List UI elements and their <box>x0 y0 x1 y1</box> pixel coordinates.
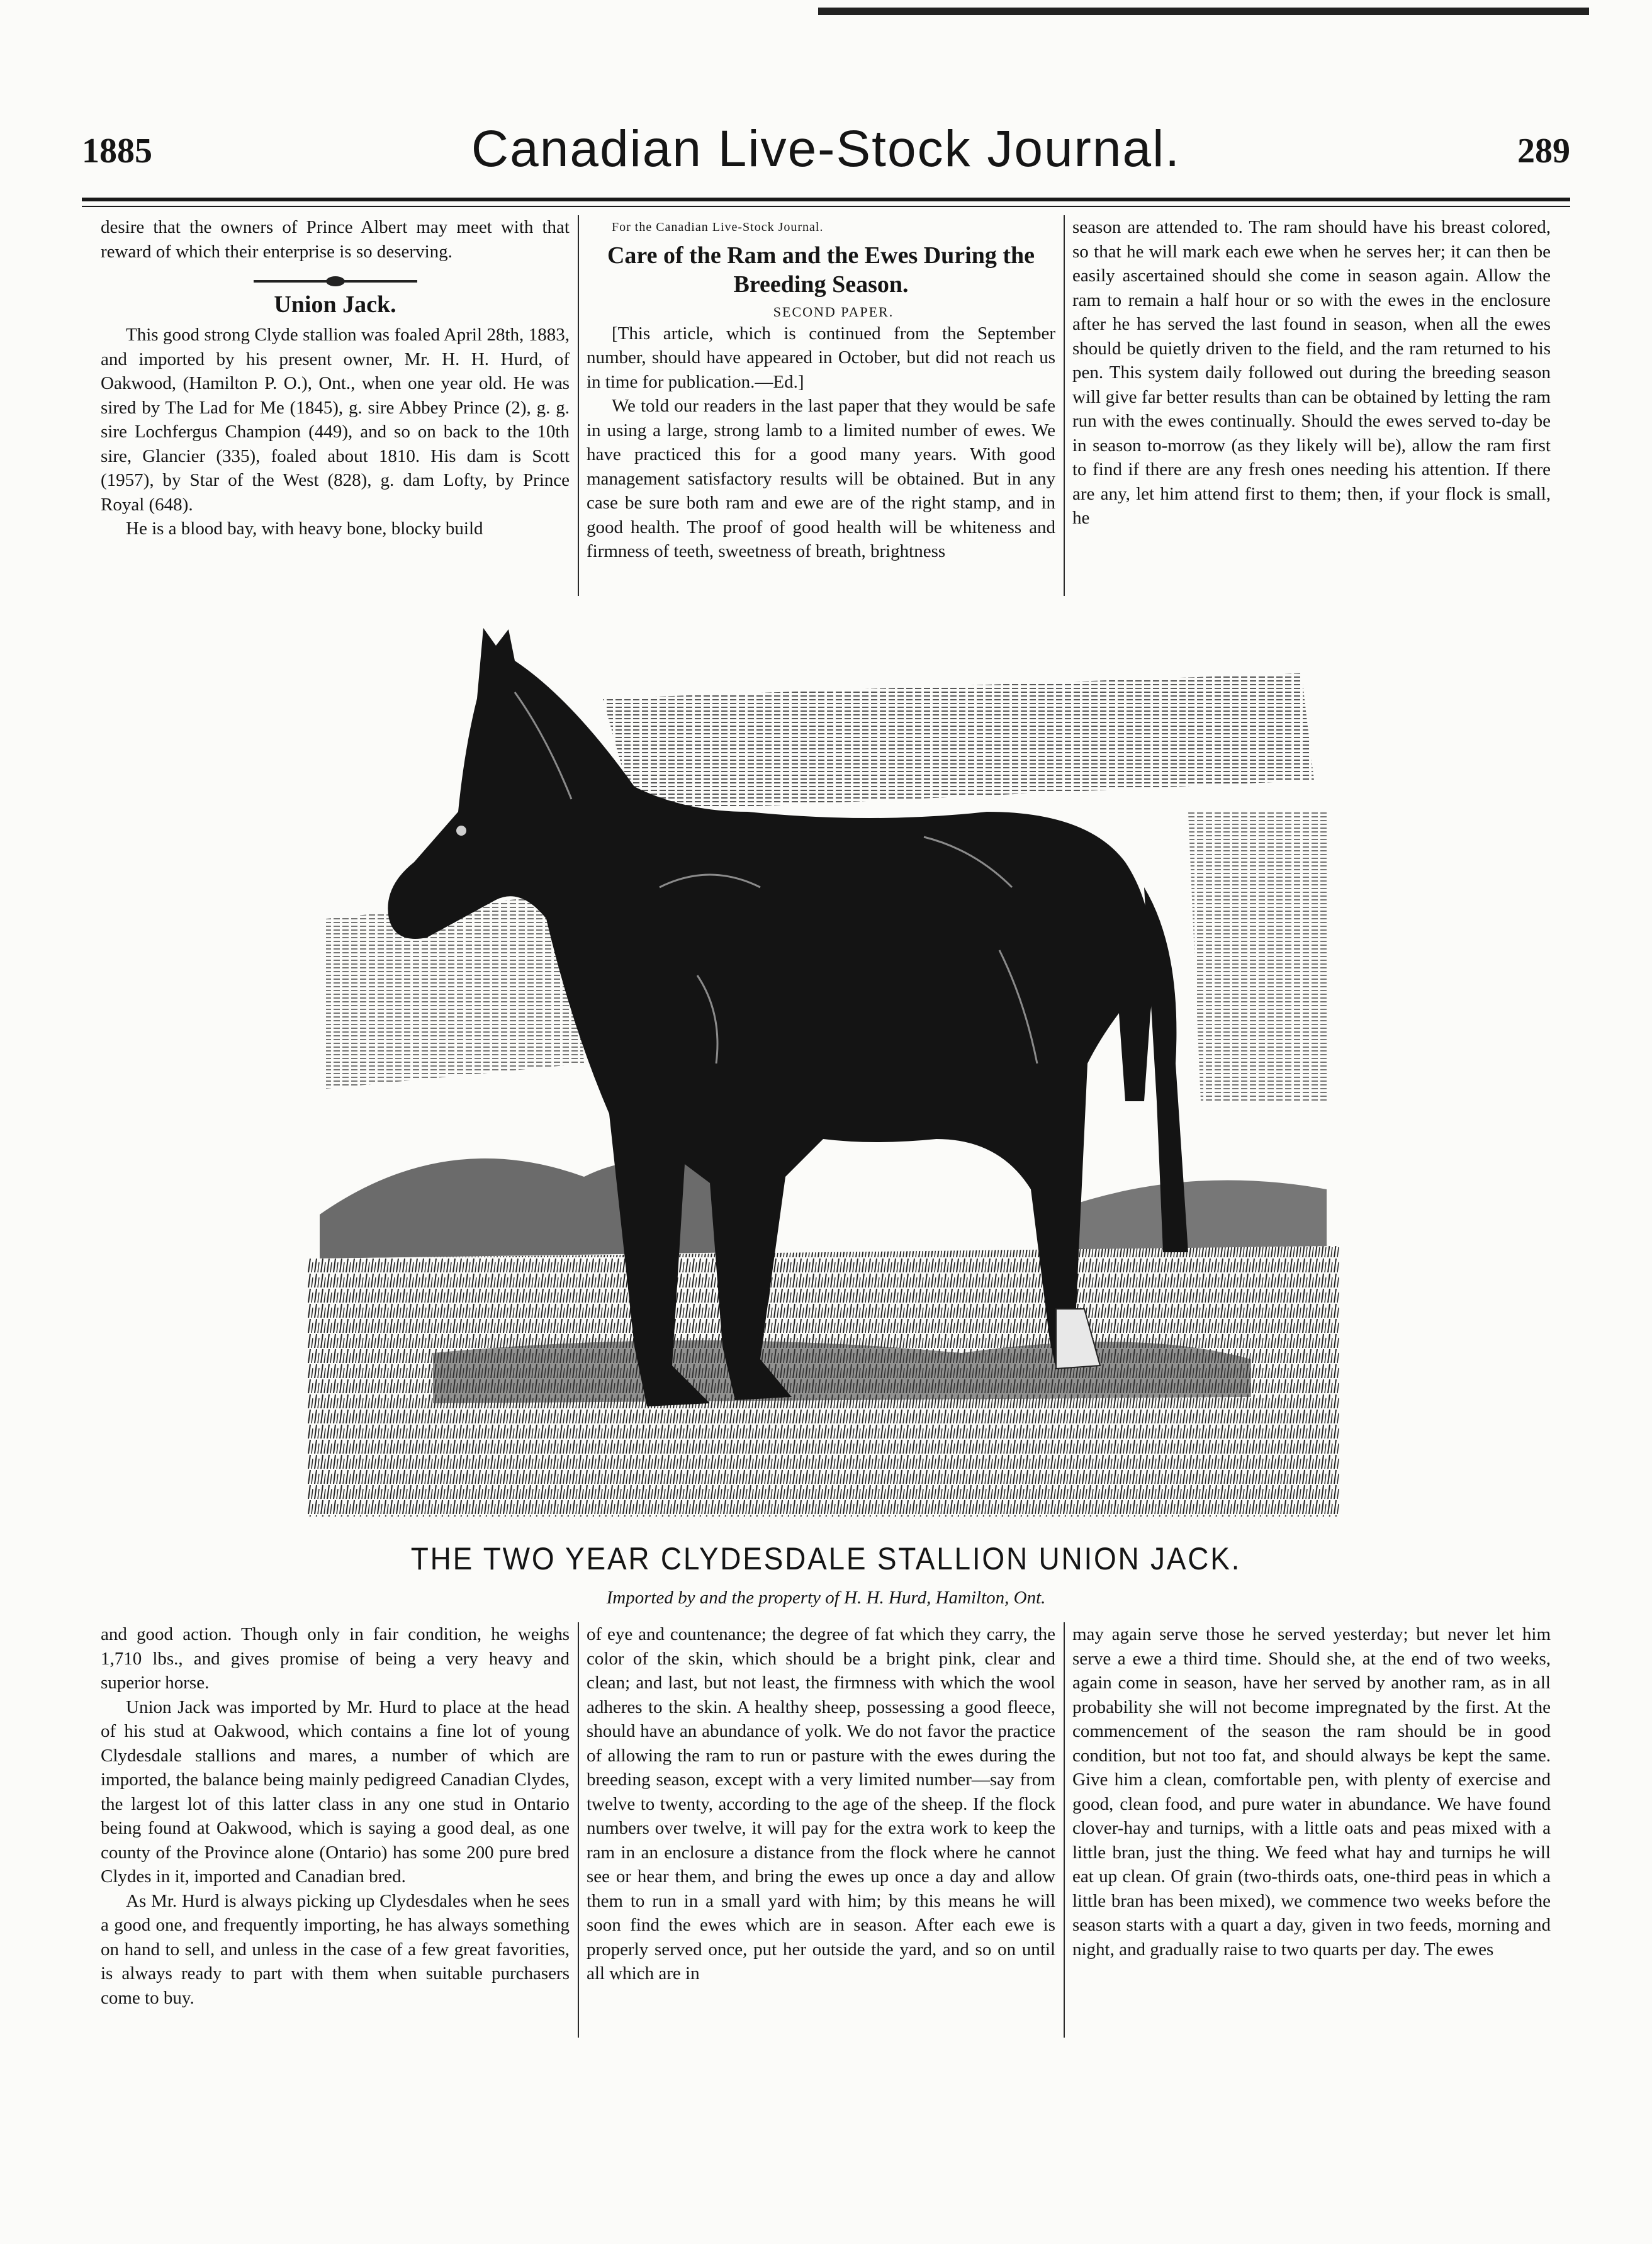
column-3-bottom <box>1072 1622 1551 1961</box>
paragraph: We told our readers in the last paper that they would be safe in using a large, strong lamb to a limited number of ewes. We have practiced this for a good many years. With good management satisfactory results will be obtained. But in any case be sure both ram and ewe are of the right stamp, and in good health. The proof of good health will be whiteness and firmness of teeth, sweetness of breath, brightness <box>587 396 1055 561</box>
paragraph: desire that the owners of Prince Albert may meet with that reward of which their enterprise is so deserving. <box>101 217 570 262</box>
page-header <box>82 120 1570 189</box>
column-2-bottom <box>587 1622 1055 1986</box>
paragraph: may again serve those he served yesterday; but never let him serve a ewe a third time. Should she, at the end of two weeks, again come in season, have her served by another ram, as in all probability she will not become impregnated by the first. At the commencement of the season the ram should be in good condition, but not too fat, and should always be kept the same. Give him a clean, comfortable pen, with plenty of exercise and good, clean food, and pure water in abundance. We have found clover-hay and turnips, with a little oats and peas mixed with a little bran, just the thing. We feed what hay and turnips he will eat up clean. Of grain (two-thirds oats, one-third peas in which a little bran has been mixed), we commence two weeks before the season starts with a quart a day, given in two feeds, morning and night, and gradually raise to two quarts per day. The ewes <box>1072 1624 1551 1960</box>
paragraph: He is a blood bay, with heavy bone, blocky build <box>126 519 483 539</box>
column-1-top <box>101 215 570 541</box>
column-divider <box>1064 215 1065 596</box>
article-subheading: SECOND PAPER. <box>773 303 894 320</box>
section-divider-ornament <box>254 280 417 283</box>
paragraph: As Mr. Hurd is always picking up Clydesdales when he sees a good one, and frequently importing, he has always something on hand to sell, and unless in the case of a few great favorities, is always ready to part with them when suitable purchasers come to buy. <box>101 1890 570 2008</box>
column-divider <box>578 1622 579 2038</box>
journal-title: Canadian Live-Stock Journal. <box>471 120 1181 177</box>
column-1-bottom <box>101 1622 570 2010</box>
header-year: 1885 <box>82 132 152 171</box>
page-number: 289 <box>1517 132 1570 171</box>
illustration-subcaption: Imported by and the property of H. H. Hurd, Hamilton, Ont. <box>606 1588 1046 1608</box>
paragraph: and good action. Though only in fair condition, he weighs 1,710 lbs., and gives promise of being a very heavy and superior horse. <box>101 1624 570 1693</box>
column-2-top <box>587 215 1055 564</box>
paragraph: This good strong Clyde stallion was foaled April 28th, 1883, and imported by his present owner, Mr. H. H. Hurd, of Oakwood, (Hamilton P. O.), Ont., when one year old. He was sired by The Lad for Me (1845), g. sire Abbey Prince (2), g. g. sire Lochfergus Champion (449), and so on back to the 10th sire, Glancier (335), foaled about 1810. His dam is Scott (1957), by Star of the West (828), g. dam Lofty, by Prince Royal (648). <box>101 325 570 515</box>
article-heading-union-jack: Union Jack. <box>274 291 396 318</box>
illustration-caption: THE TWO YEAR CLYDESDALE STALLION UNION JACK. <box>410 1541 1242 1576</box>
paragraph: [This article, which is continued from the September number, should have appeared in October, but did not reach us in time for publication.—Ed.] <box>587 323 1055 392</box>
paragraph: Union Jack was imported by Mr. Hurd to place at the head of his stud at Oakwood, which contains a fine lot of young Clydesdale stallions and mares, a number of which are imported, the balance being mainly pedigreed Canadian Clydes, the largest lot of this latter class in any one stud in Ontario being found at Oakwood, which is saying a good deal, as one county of the Province alone (Ontario) has some 200 pure bred Clydes in it, imported and Canadian bred. <box>101 1697 570 1887</box>
column-divider <box>1064 1622 1065 2038</box>
column-divider <box>578 215 579 596</box>
article-heading-care-of-ram: Care of the Ram and the Ewes During the Breeding Season. <box>607 242 1035 298</box>
paragraph: season are attended to. The ram should have his breast colored, so that he will mark each ewe when he serves her; it can then be easily ascertained should she come in season again. Allow the ram to remain a half hour or so with the ewes in the enclosure after he has served the last found in season, when all the ewes should be quietly driven to the field, and the ram returned to his pen. This system daily followed out during the breeding season will give far better results than can be obtained by letting the ram run with the ewes continually. Should the ewes served to-day be in season to-morrow (as they likely will be), allow the ram first to find if there are any fresh ones needing his attention. If there are any, let him attend first to them; then, if your flock is small, he <box>1072 217 1551 528</box>
clydesdale-stallion-engraving <box>307 623 1339 1529</box>
header-rule-thin <box>82 206 1570 207</box>
header-rule-thick <box>82 198 1570 201</box>
column-3-top <box>1072 215 1551 530</box>
article-source-line: For the Canadian Live-Stock Journal. <box>612 220 824 234</box>
top-edge-rule <box>818 8 1589 15</box>
paragraph: of eye and countenance; the degree of fat which they carry, the color of the skin, which should be a bright pink, clear and clean; and last, but not least, the firmness with which the wool adheres to the skin. A healthy sheep, possessing a good fleece, should have an abundance of yolk. We do not favor the practice of allowing the ram to run or pasture with the ewes during the breeding season, except with a very limited number—say from twelve to twenty, according to the age of the sheep. If the flock numbers over twelve, it will pay for the extra work to keep the ram in an enclosure a distance from the flock where he cannot see or hear them, and bring the ewes up once a day and allow them to run in a small yard with him; by this means he will soon find the ewes which are in season. After each ewe is properly served once, put her outside the yard, and so on until all which are in <box>587 1624 1055 1983</box>
